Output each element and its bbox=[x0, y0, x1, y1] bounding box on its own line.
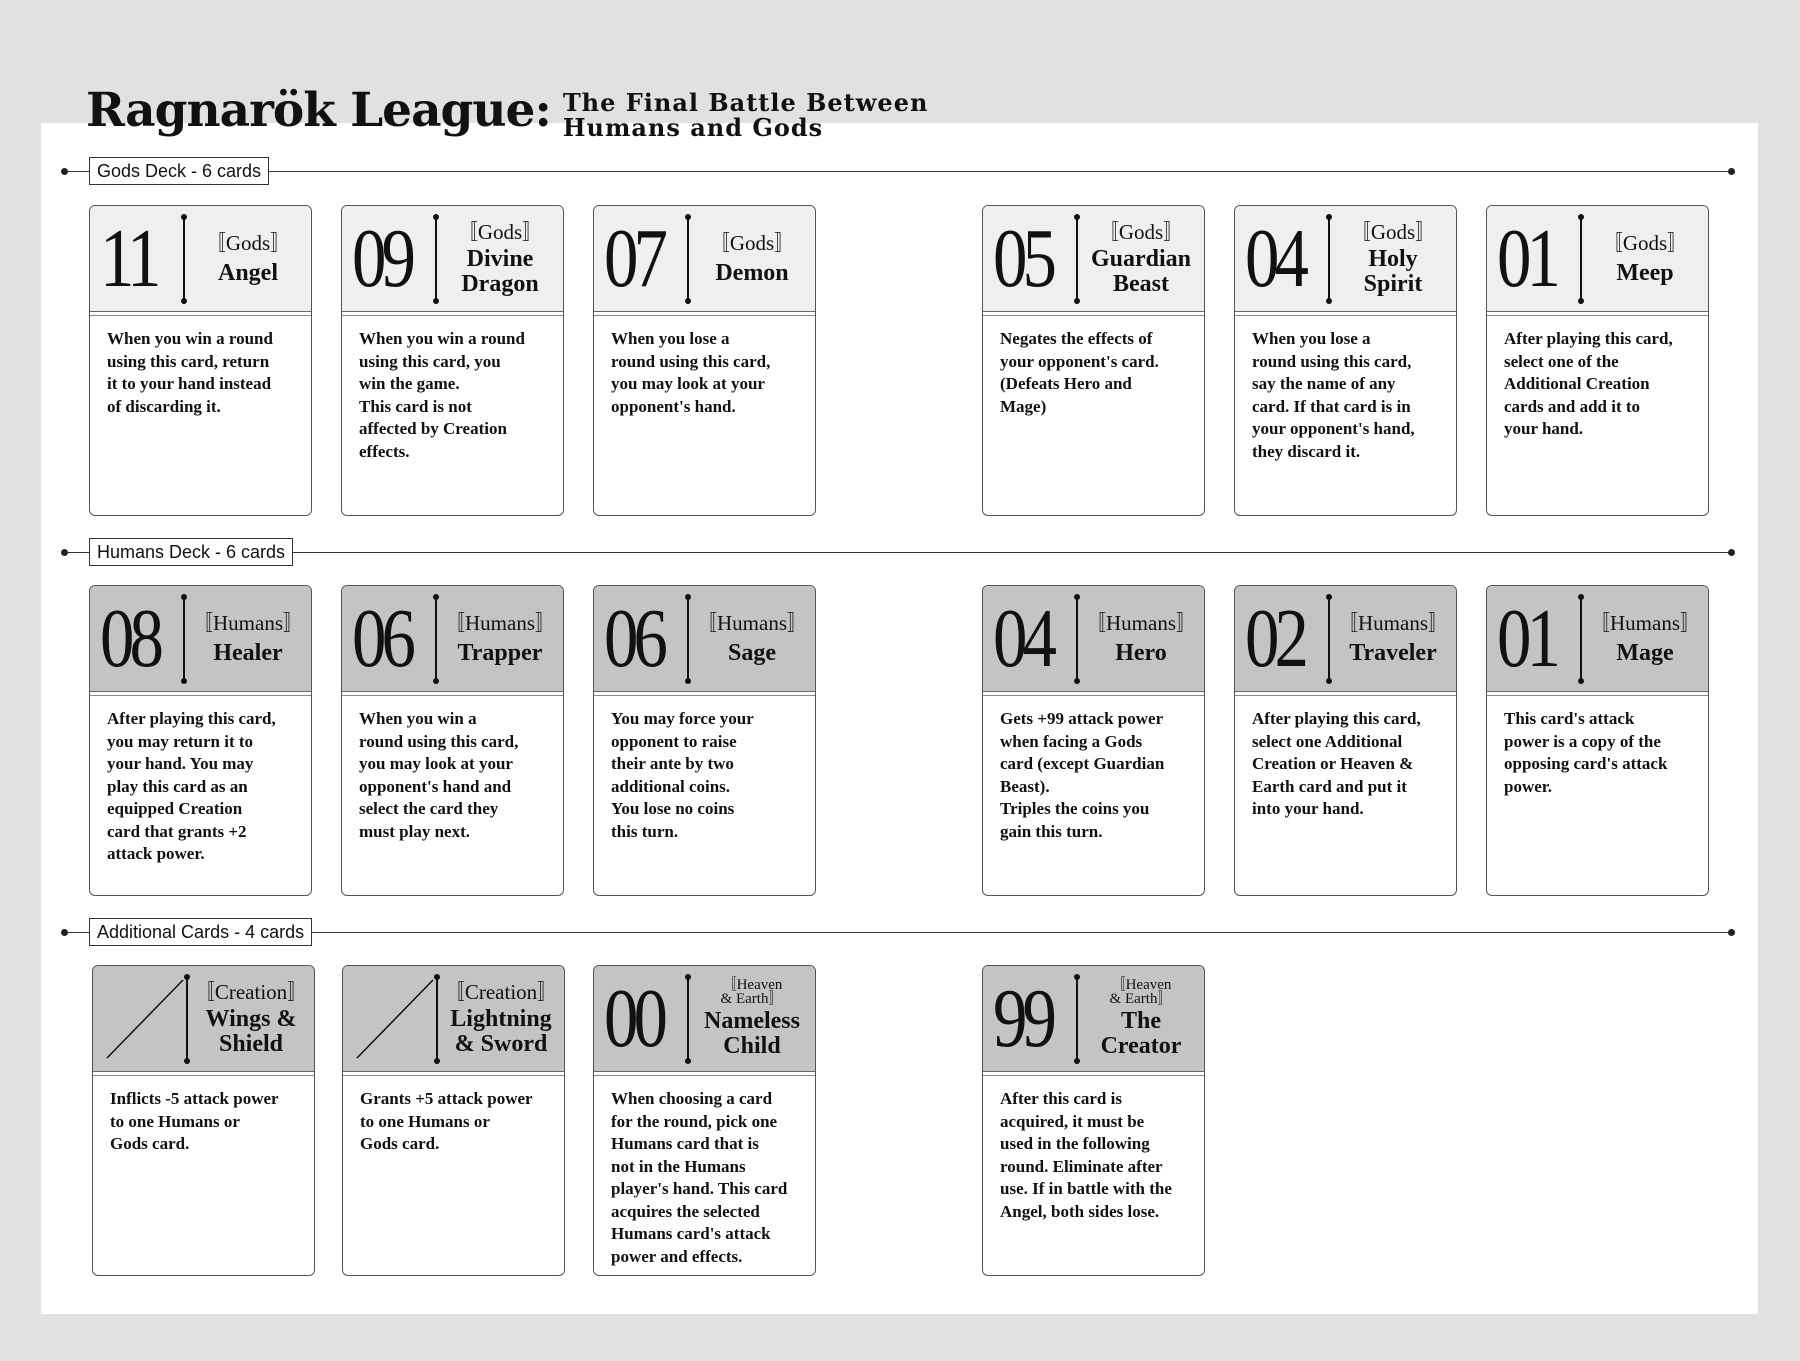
card-effect-text: This card's attack power is a copy of the opposing card's attack power. bbox=[1504, 709, 1668, 796]
card-divider bbox=[1328, 596, 1330, 682]
card-effect-text: After this card is acquired, it must be used in the following round. Eliminate after use. If in battle with the Angel, both sides lose. bbox=[1000, 1089, 1172, 1221]
card-divider bbox=[183, 216, 185, 302]
card-effect-text: Negates the effects of your opponent's card. (Defeats Hero and Mage) bbox=[1000, 329, 1159, 416]
card-effect-text: When you lose a round using this card, say the name of any card. If that card is in your opponent's hand, they discard it. bbox=[1252, 329, 1415, 461]
humans-card[interactable] bbox=[1486, 585, 1709, 896]
card-title-block bbox=[1080, 966, 1202, 1071]
card-effect-text: When you win a round using this card, return it to your hand instead of discarding it. bbox=[107, 329, 273, 416]
card-divider bbox=[687, 596, 689, 682]
card-effect-text: After playing this card, select one Additional Creation or Heaven & Earth card and put it into your hand. bbox=[1252, 709, 1421, 818]
card-faction: 〚Humans〛 bbox=[696, 610, 808, 635]
card-effect-text: When you win a round using this card, you win the game. This card is not affected by Creation effects. bbox=[359, 329, 525, 461]
card-divider bbox=[1076, 976, 1078, 1062]
additional-card[interactable] bbox=[342, 965, 565, 1276]
page-title bbox=[86, 80, 928, 150]
card-title-block bbox=[691, 586, 813, 691]
humans-card[interactable] bbox=[89, 585, 312, 896]
card-title-block bbox=[691, 206, 813, 311]
card-faction: 〚Gods〛 bbox=[456, 219, 544, 244]
card-effect-text: After playing this card, you may return it to your hand. You may play this card as an equipped Creation card that grants +2 attack power. bbox=[107, 709, 276, 863]
card-power: 04 bbox=[993, 592, 1053, 685]
card-effect-text: You may force your opponent to raise their ante by two additional coins. You lose no coins this turn. bbox=[611, 709, 754, 841]
humans-section-divider bbox=[63, 552, 1733, 553]
card-header bbox=[90, 206, 311, 312]
gods-section-divider bbox=[63, 171, 1733, 172]
humans-card[interactable] bbox=[982, 585, 1205, 896]
card-power: 02 bbox=[1245, 592, 1305, 685]
card-faction: 〚Gods〛 bbox=[1601, 230, 1689, 255]
card-header bbox=[594, 586, 815, 692]
card-divider bbox=[1580, 596, 1582, 682]
card-divider bbox=[1076, 596, 1078, 682]
card-header bbox=[594, 206, 815, 312]
card-header bbox=[983, 206, 1204, 312]
card-faction: 〚Creation〛 bbox=[193, 979, 309, 1004]
card-divider bbox=[435, 216, 437, 302]
card-title-block bbox=[1332, 206, 1454, 311]
card-power: 04 bbox=[1245, 212, 1305, 305]
card-divider bbox=[1076, 216, 1078, 302]
card-header bbox=[1487, 586, 1708, 692]
card-effect-text: Grants +5 attack power to one Humans or Gods card. bbox=[360, 1089, 533, 1153]
card-effect-text: When choosing a card for the round, pick one Humans card that is not in the Humans player's hand. This card acquires the selected Humans card's attack power and effects. bbox=[611, 1089, 788, 1266]
card-name: Hero bbox=[1115, 639, 1167, 666]
additional-card[interactable] bbox=[593, 965, 816, 1276]
card-power: 99 bbox=[993, 972, 1053, 1065]
card-header bbox=[1487, 206, 1708, 312]
card-faction: 〚Heaven & Earth〛 bbox=[720, 977, 784, 1007]
card-name: Divine Dragon bbox=[461, 245, 539, 297]
subtitle-line-2: Humans and Gods bbox=[562, 113, 824, 142]
gods-card[interactable] bbox=[341, 205, 564, 516]
slash-icon bbox=[353, 976, 437, 1062]
card-effect-text: When you lose a round using this card, you may look at your opponent's hand. bbox=[611, 329, 771, 416]
card-name: Wings & Shield bbox=[205, 1005, 297, 1057]
gods-card[interactable] bbox=[1486, 205, 1709, 516]
card-effect-text: When you win a round using this card, you may look at your opponent's hand and select the card they must play next. bbox=[359, 709, 519, 841]
gods-section-label: Gods Deck - 6 cards bbox=[89, 157, 269, 185]
card-power: 00 bbox=[604, 972, 664, 1065]
card-name: Nameless Child bbox=[704, 1008, 800, 1059]
card-header bbox=[342, 586, 563, 692]
card-name: Sage bbox=[728, 639, 776, 666]
card-power: 06 bbox=[352, 592, 412, 685]
additional-card[interactable] bbox=[92, 965, 315, 1276]
card-power: 01 bbox=[1497, 212, 1557, 305]
card-title-block bbox=[1332, 586, 1454, 691]
card-name: Demon bbox=[715, 259, 789, 286]
gods-card[interactable] bbox=[89, 205, 312, 516]
card-header bbox=[90, 586, 311, 692]
card-name: Trapper bbox=[457, 639, 543, 666]
card-power: 11 bbox=[100, 212, 157, 305]
card-divider bbox=[687, 216, 689, 302]
additional-section-divider bbox=[63, 932, 1733, 933]
card-header bbox=[343, 966, 564, 1072]
card-divider bbox=[183, 596, 185, 682]
title-main: Ragnarök League: bbox=[86, 83, 551, 138]
card-title-block bbox=[187, 586, 309, 691]
card-header bbox=[594, 966, 815, 1072]
card-faction: 〚Humans〛 bbox=[192, 610, 304, 635]
card-header bbox=[983, 966, 1204, 1072]
card-faction: 〚Gods〛 bbox=[1097, 219, 1185, 244]
card-faction: 〚Humans〛 bbox=[444, 610, 556, 635]
card-name: Healer bbox=[213, 639, 283, 666]
card-title-block bbox=[1080, 586, 1202, 691]
title-subtitle bbox=[563, 90, 929, 140]
card-title-block bbox=[440, 966, 562, 1071]
card-header bbox=[93, 966, 314, 1072]
card-name: The Creator bbox=[1100, 1008, 1182, 1059]
card-name: Holy Spirit bbox=[1363, 245, 1423, 297]
card-faction: 〚Heaven & Earth〛 bbox=[1109, 977, 1173, 1007]
card-effect-text: Gets +99 attack power when facing a Gods card (except Guardian Beast). Triples the coins you gain this turn. bbox=[1000, 709, 1165, 841]
card-divider bbox=[1580, 216, 1582, 302]
additional-section-label: Additional Cards - 4 cards bbox=[89, 918, 312, 946]
card-name: Meep bbox=[1616, 259, 1674, 286]
card-power: 09 bbox=[352, 212, 412, 305]
card-power: 06 bbox=[604, 592, 664, 685]
card-title-block bbox=[187, 206, 309, 311]
card-header bbox=[342, 206, 563, 312]
humans-card[interactable] bbox=[1234, 585, 1457, 896]
gods-card[interactable] bbox=[982, 205, 1205, 516]
card-title-block bbox=[691, 966, 813, 1071]
card-faction: 〚Gods〛 bbox=[1349, 219, 1437, 244]
humans-card[interactable] bbox=[341, 585, 564, 896]
card-effect-text: Inflicts -5 attack power to one Humans or Gods card. bbox=[110, 1089, 279, 1153]
card-divider bbox=[186, 976, 188, 1062]
gods-card[interactable] bbox=[593, 205, 816, 516]
card-power: 05 bbox=[993, 212, 1053, 305]
card-divider bbox=[1328, 216, 1330, 302]
card-name: Mage bbox=[1616, 639, 1674, 666]
card-name: Guardian Beast bbox=[1090, 245, 1192, 297]
gods-card[interactable] bbox=[1234, 205, 1457, 516]
card-header bbox=[1235, 586, 1456, 692]
humans-section-label: Humans Deck - 6 cards bbox=[89, 538, 293, 566]
subtitle-line-1: The Final Battle Between bbox=[562, 88, 929, 117]
card-title-block bbox=[439, 586, 561, 691]
humans-card[interactable] bbox=[593, 585, 816, 896]
card-faction: 〚Humans〛 bbox=[1085, 610, 1197, 635]
card-power: 07 bbox=[604, 212, 664, 305]
card-faction: 〚Creation〛 bbox=[443, 979, 559, 1004]
card-power: 08 bbox=[100, 592, 160, 685]
card-header bbox=[1235, 206, 1456, 312]
card-effect-text: After playing this card, select one of the Additional Creation cards and add it to your hand. bbox=[1504, 329, 1673, 438]
card-faction: 〚Gods〛 bbox=[708, 230, 796, 255]
card-faction: 〚Gods〛 bbox=[204, 230, 292, 255]
card-title-block bbox=[439, 206, 561, 311]
slash-icon bbox=[103, 976, 187, 1062]
card-faction: 〚Humans〛 bbox=[1589, 610, 1701, 635]
card-name: Lightning & Sword bbox=[450, 1005, 552, 1057]
card-title-block bbox=[1584, 206, 1706, 311]
card-header bbox=[983, 586, 1204, 692]
card-title-block bbox=[1584, 586, 1706, 691]
card-divider bbox=[687, 976, 689, 1062]
card-name: Angel bbox=[218, 259, 278, 286]
card-divider bbox=[435, 596, 437, 682]
additional-card[interactable] bbox=[982, 965, 1205, 1276]
card-faction: 〚Humans〛 bbox=[1337, 610, 1449, 635]
card-title-block bbox=[190, 966, 312, 1071]
card-title-block bbox=[1080, 206, 1202, 311]
card-name: Traveler bbox=[1349, 639, 1437, 666]
card-power: 01 bbox=[1497, 592, 1557, 685]
card-divider bbox=[436, 976, 438, 1062]
